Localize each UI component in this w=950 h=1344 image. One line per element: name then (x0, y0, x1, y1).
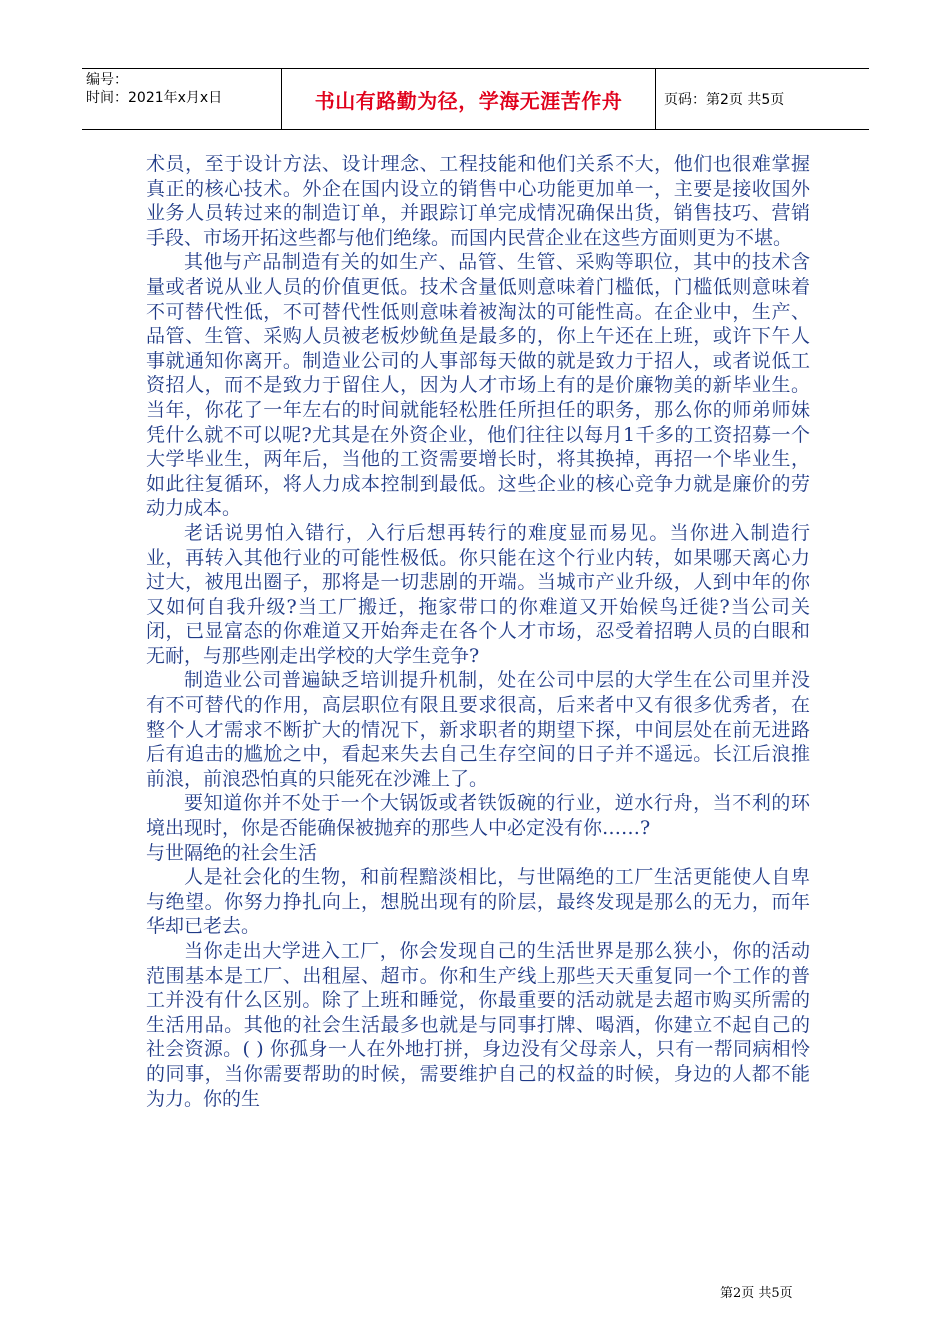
document-header (82, 68, 869, 130)
header-page-number: 页码：第2页 共5页 (664, 92, 785, 108)
section-heading: 与世隔绝的社会生活 (146, 841, 318, 864)
document-number-label: 编号： (86, 72, 128, 88)
paragraph: 要知道你并不处于一个大锅饭或者铁饭碗的行业，逆水行舟，当不利的环境出现时，你是否能确保被抛弃的那些人中必定没有你……? (146, 792, 810, 840)
page-footer: 第2页 共5页 (720, 1286, 793, 1301)
paragraph: 老话说男怕入错行，入行后想再转行的难度显而易见。当你进入制造行业，再转入其他行业的可能性极低。你只能在这个行业内转，如果哪天离心力过大，被甩出圈子，那将是一切悲剧的开端。当城市产业升级，人到中年的你又如何自我升级?当工厂搬迁，拖家带口的你难道又开始候鸟迁徙?当公司关闭，已显富态的你难道又开始奔走在各个人才市场，忍受着招聘人员的白眼和无耐，与那些刚走出学校的大学生竞争? (146, 521, 810, 667)
paragraph-continued: 术员，至于设计方法、设计理念、工程技能和他们关系不大，他们也很难掌握真正的核心技术。外企在国内设立的销售中心功能更加单一，主要是接收国外业务人员转过来的制造订单，并跟踪订单完成情况确保出货，销售技巧、营销手段、市场开拓这些都与他们绝缘。而国内民营企业在这些方面则更为不堪。 (146, 153, 810, 249)
paragraph: 当你走出大学进入工厂，你会发现自己的生活世界是那么狭小，你的活动范围基本是工厂、出租屋、超市。你和生产线上那些天天重复同一个工作的普工并没有什么区别。除了上班和睡觉，你最重要的活动就是去超市购买所需的生活用品。其他的社会生活最多也就是与同事打牌、喝酒，你建立不起自己的社会资源。( ) 你孤身一人在外地打拼，身边没有父母亲人，只有一帮同病相怜的同事，当你需要帮助的时候，需要维护自己的权益的时候，身边的人都不能为力。你的生 (146, 940, 810, 1110)
paragraph: 人是社会化的生物，和前程黯淡相比，与世隔绝的工厂生活更能使人自卑与绝望。你努力挣扎向上，想脱出现有的阶层，最终发现是那么的无力，而年华却已老去。 (146, 866, 810, 938)
header-meta-cell (82, 69, 282, 129)
paragraph: 制造业公司普遍缺乏培训提升机制，处在公司中层的大学生在公司里并没有不可替代的作用，高层职位有限且要求很高，后来者中又有很多优秀者，在整个人才需求不断扩大的情况下，新求职者的期望下探，中间层处在前无进路后有追击的尴尬之中，看起来失去自己生存空间的日子并不遥远。长江后浪推前浪，前浪恐怕真的只能死在沙滩上了。 (146, 669, 810, 790)
document-time-label: 时间：2021年x月x日 (86, 90, 223, 106)
document-body (146, 152, 810, 1111)
header-motto: 书山有路勤为径，学海无涯苦作舟 (282, 69, 656, 129)
paragraph: 其他与产品制造有关的如生产、品管、生管、采购等职位，其中的技术含量或者说从业人员的价值更低。技术含量低则意味着门槛低，门槛低则意味着不可替代性低，不可替代性低则意味着被淘汰的可能性高。在企业中，生产、品管、生管、采购人员被老板炒鱿鱼是最多的，你上午还在上班，或许下午人事就通知你离开。制造业公司的人事部每天做的就是致力于招人，或者说低工资招人，而不是致力于留住人，因为人才市场上有的是价廉物美的新毕业生。当年，你花了一年左右的时间就能轻松胜任所担任的职务，那么你的师弟师妹凭什么就不可以呢?尤其是在外资企业，他们往往以每月1千多的工资招募一个大学毕业生，两年后，当他的工资需要增长时，将其换掉，再招一个毕业生，如此往复循环，将人力成本控制到最低。这些企业的核心竞争力就是廉价的劳动力成本。 (146, 251, 810, 520)
